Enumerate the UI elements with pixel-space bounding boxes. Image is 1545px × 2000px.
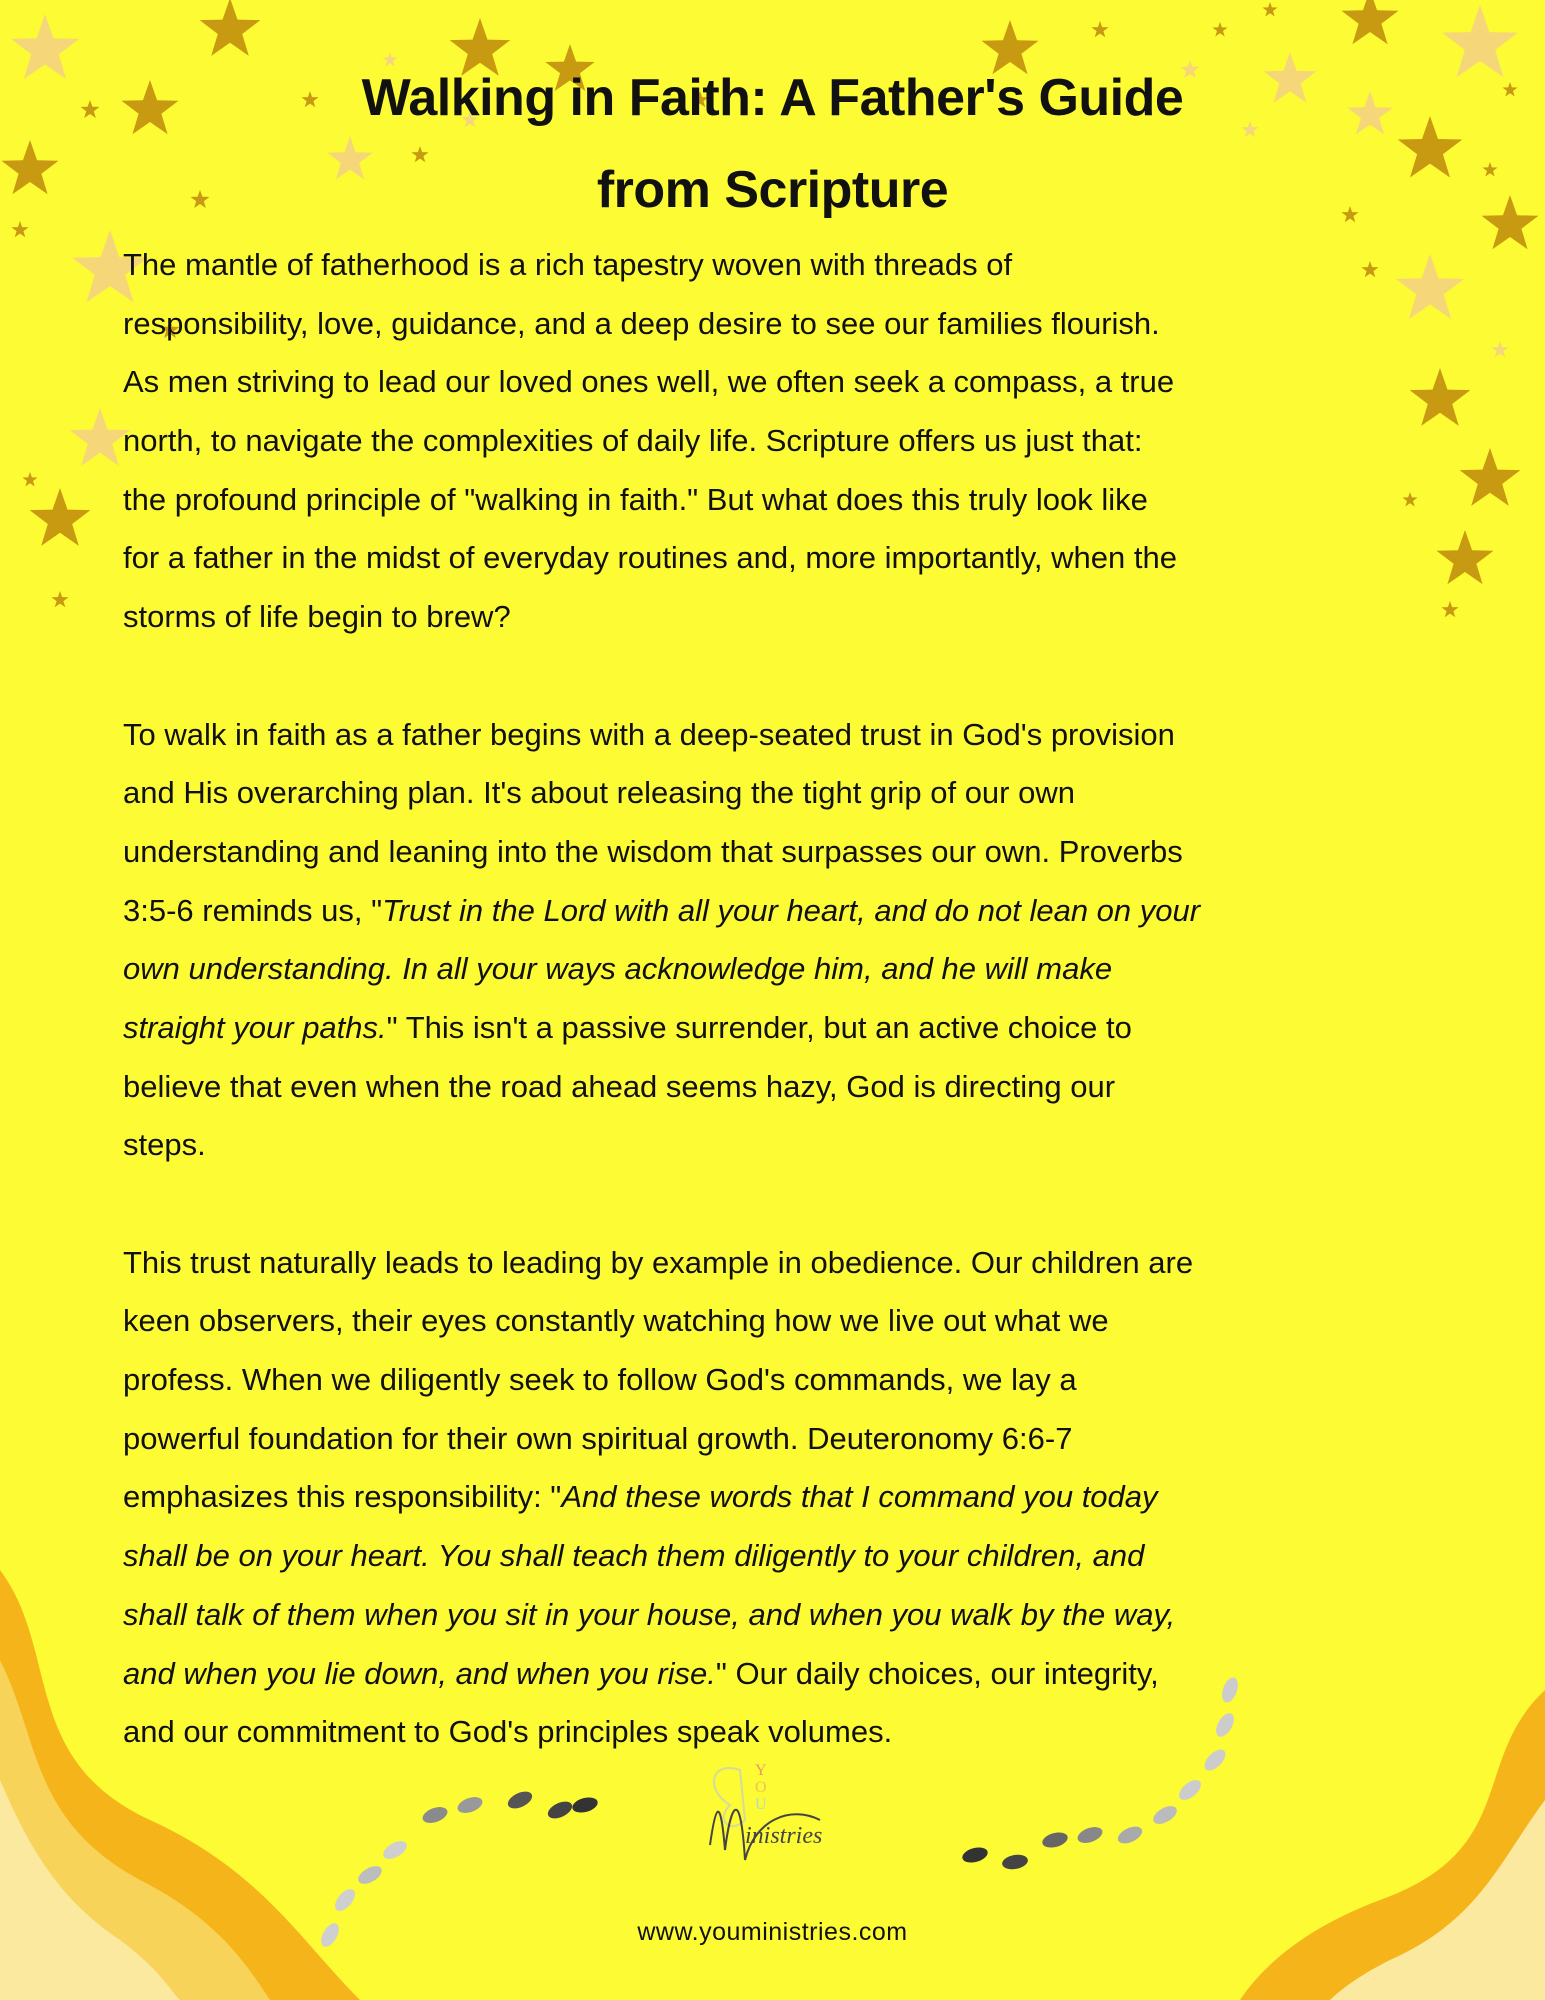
star-icon xyxy=(51,591,68,607)
text-line xyxy=(123,940,1200,999)
star-icon xyxy=(1396,254,1464,319)
paragraph-gap xyxy=(123,1175,1200,1234)
footprint-icon xyxy=(380,1837,410,1862)
star-icon xyxy=(1410,368,1471,426)
text-line xyxy=(123,823,1200,882)
scripture-quote: straight your paths. xyxy=(123,1009,387,1045)
text-segment: As men striving to lead our loved ones well, we often seek a compass, a true xyxy=(123,364,1175,400)
star-icon xyxy=(1361,261,1378,277)
footprint-icon xyxy=(331,1886,358,1915)
website-url[interactable]: www.youministries.com xyxy=(637,1918,908,1946)
you-ministries-logo xyxy=(700,1750,860,1880)
text-segment: the profound principle of "walking in faith." But what does this truly look like xyxy=(123,481,1148,517)
text-line xyxy=(123,295,1200,354)
text-line xyxy=(123,1234,1200,1293)
text-line xyxy=(123,1410,1200,1469)
scripture-quote: and when you lie down, and when you rise. xyxy=(123,1655,716,1691)
text-segment: understanding and leaning into the wisdom that surpasses our own. Proverbs xyxy=(123,833,1183,869)
svg-text:U: U xyxy=(755,1796,767,1813)
text-line xyxy=(123,1468,1200,1527)
text-segment: " This isn't a passive surrender, but an active choice to xyxy=(386,1009,1132,1045)
footprint-icon xyxy=(455,1794,484,1816)
footprint-icon xyxy=(545,1798,574,1822)
text-line xyxy=(123,1527,1200,1586)
star-icon xyxy=(22,472,37,487)
star-icon xyxy=(1212,22,1227,37)
text-line xyxy=(123,706,1200,765)
footprint-icon xyxy=(1001,1853,1029,1871)
text-segment: north, to navigate the complexities of daily life. Scripture offers us just that: xyxy=(123,423,1143,459)
text-line xyxy=(123,882,1200,941)
text-segment: " Our daily choices, our integrity, xyxy=(715,1655,1159,1691)
text-line xyxy=(123,1292,1200,1351)
paragraph-gap xyxy=(123,647,1200,706)
page-title xyxy=(0,52,1545,236)
star-icon xyxy=(1441,601,1458,617)
footprint-icon xyxy=(961,1845,990,1865)
text-line xyxy=(123,471,1200,530)
svg-text:O: O xyxy=(755,1779,767,1796)
text-segment: keen observers, their eyes constantly watching how we live out what we xyxy=(123,1303,1109,1339)
text-segment: and His overarching plan. It's about releasing the tight grip of our own xyxy=(123,775,1075,811)
paragraph xyxy=(123,236,1200,647)
footprint-icon xyxy=(1150,1802,1180,1827)
text-segment: emphasizes this responsibility: " xyxy=(123,1479,562,1515)
text-line xyxy=(123,764,1200,823)
paragraph xyxy=(123,706,1200,1176)
scripture-quote: own understanding. In all your ways acknowledge him, and he will make xyxy=(123,951,1113,987)
star-icon xyxy=(1091,21,1108,37)
text-segment: and our commitment to God's principles speak volumes. xyxy=(123,1714,893,1750)
svg-text:Y: Y xyxy=(755,1762,767,1779)
footprint-icon xyxy=(1041,1830,1070,1850)
text-segment: powerful foundation for their own spiritual growth. Deuteronomy 6:6-7 xyxy=(123,1420,1073,1456)
scripture-quote: And these words that I command you today xyxy=(561,1479,1158,1515)
star-icon xyxy=(30,488,91,546)
footprint-icon xyxy=(1075,1824,1104,1846)
text-line xyxy=(123,353,1200,412)
text-segment: This trust naturally leads to leading by example in obedience. Our children are xyxy=(123,1244,1194,1280)
footprint-icon xyxy=(420,1804,449,1826)
text-line xyxy=(123,1645,1200,1704)
text-segment: responsibility, love, guidance, and a deep desire to see our families flourish. xyxy=(123,305,1160,341)
scripture-quote: shall talk of them when you sit in your house, and when you walk by the way, xyxy=(123,1596,1176,1632)
text-segment: profess. When we diligently seek to follow God's commands, we lay a xyxy=(123,1362,1077,1398)
footprint-icon xyxy=(1219,1675,1241,1704)
article-body xyxy=(123,236,1200,1762)
star-icon xyxy=(70,408,131,466)
text-segment: for a father in the midst of everyday routines and, more importantly, when the xyxy=(123,540,1177,576)
text-line xyxy=(123,1586,1200,1645)
text-line xyxy=(123,1058,1200,1117)
star-icon xyxy=(1460,448,1521,506)
text-line xyxy=(123,999,1200,1058)
text-segment: 3:5-6 reminds us, " xyxy=(123,892,383,928)
text-line xyxy=(123,529,1200,588)
text-segment: believe that even when the road ahead seems hazy, God is directing our xyxy=(123,1068,1116,1104)
star-icon xyxy=(1491,341,1508,357)
text-line xyxy=(123,588,1200,647)
text-segment: To walk in faith as a father begins with a deep-seated trust in God's provision xyxy=(123,716,1175,752)
star-icon xyxy=(1262,2,1277,17)
footprint-icon xyxy=(1115,1823,1144,1847)
paragraph xyxy=(123,1234,1200,1762)
text-line xyxy=(123,236,1200,295)
footprint-icon xyxy=(571,1795,600,1815)
footprint-icon xyxy=(1201,1746,1229,1774)
footprint-icon xyxy=(1176,1776,1205,1803)
text-line xyxy=(123,1116,1200,1175)
text-segment: storms of life begin to brew? xyxy=(123,599,511,635)
title-line-1: Walking in Faith: A Father's Guide xyxy=(361,69,1184,127)
svg-text:inistries: inistries xyxy=(745,1823,823,1849)
text-line xyxy=(123,1703,1200,1762)
text-segment: The mantle of fatherhood is a rich tapestry woven with threads of xyxy=(123,247,1013,282)
star-icon xyxy=(200,0,261,56)
star-icon xyxy=(1342,0,1399,44)
footprint-icon xyxy=(1212,1710,1237,1740)
title-line-2: from Scripture xyxy=(596,161,949,219)
star-icon xyxy=(1437,530,1494,584)
star-icon xyxy=(1402,492,1417,507)
text-line xyxy=(123,1351,1200,1410)
footprint-icon xyxy=(355,1862,385,1887)
text-segment: steps. xyxy=(123,1127,206,1163)
footprint-icon xyxy=(505,1788,534,1812)
scripture-quote: shall be on your heart. You shall teach them diligently to your children, and xyxy=(123,1538,1145,1574)
scripture-quote: Trust in the Lord with all your heart, and do not lean on your xyxy=(382,892,1201,928)
text-line xyxy=(123,412,1200,471)
